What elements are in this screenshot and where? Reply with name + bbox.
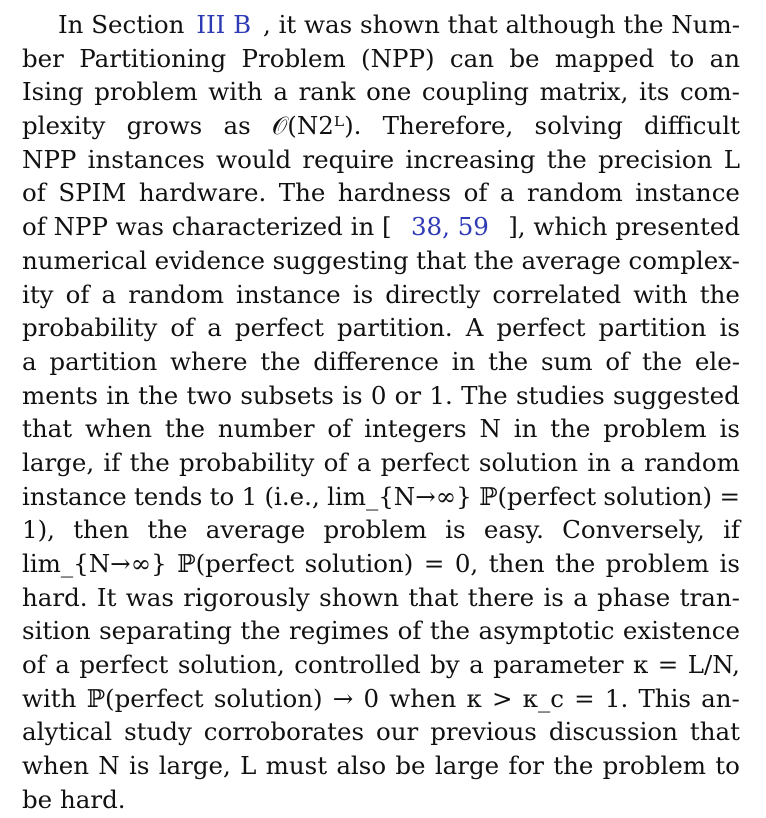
line-7-before: of NPP was characterized in [ <box>22 212 392 242</box>
word: then <box>73 515 130 545</box>
word: perfect <box>380 447 470 477</box>
text-line-5 <box>22 143 740 177</box>
word: suggested <box>613 380 740 410</box>
word: is <box>352 279 374 309</box>
word: ℙ(perfect <box>479 481 597 511</box>
word: instances <box>87 144 205 174</box>
word: 1. <box>429 380 453 410</box>
word: ments <box>22 380 98 410</box>
word: directly <box>385 279 481 309</box>
word: κ_c <box>522 683 564 713</box>
word: separating <box>99 616 232 646</box>
word: tends <box>133 481 203 511</box>
word: sum <box>540 346 593 376</box>
word: solution) <box>213 683 323 713</box>
word: where <box>170 346 248 376</box>
word: then <box>488 549 545 578</box>
text-line-14 <box>22 446 740 480</box>
word: of <box>22 650 46 680</box>
line-1-after: , it was shown that although the Num- <box>263 10 740 39</box>
word: Problem <box>241 43 346 73</box>
word: its <box>639 77 670 107</box>
word: the <box>260 346 301 376</box>
word: studies <box>515 380 605 410</box>
word: tran- <box>679 582 740 612</box>
word: the <box>147 515 188 545</box>
text-line-4 <box>22 109 740 143</box>
word: instance <box>22 481 127 511</box>
word: 0 <box>363 683 380 713</box>
text-line-16 <box>22 513 740 547</box>
word: one <box>366 77 412 107</box>
word: in <box>106 380 130 410</box>
word: that <box>416 245 467 275</box>
word: the <box>138 380 179 410</box>
word: κ <box>633 650 649 680</box>
word: hardware. <box>138 178 267 208</box>
word: the <box>473 245 514 275</box>
word: of <box>170 313 195 343</box>
word: Conversely, <box>562 515 705 545</box>
word: NPP <box>22 144 77 174</box>
word: Partitioning <box>79 43 227 73</box>
word: the <box>488 346 529 376</box>
text-line-9 <box>22 278 740 312</box>
word: = <box>719 481 740 511</box>
word: if <box>103 447 121 477</box>
word: = <box>574 683 595 713</box>
word: lim_{N→∞} <box>22 549 167 578</box>
word: It <box>96 582 117 612</box>
word: increasing <box>405 144 536 174</box>
word: a <box>55 650 70 680</box>
word: the <box>550 414 591 444</box>
text-line-1 <box>22 8 740 42</box>
word: an <box>709 43 740 73</box>
text-line-6 <box>22 176 740 210</box>
word: lim_{N→∞} <box>327 481 472 511</box>
word: was <box>125 582 174 612</box>
word: the <box>699 279 740 309</box>
word: is <box>342 380 363 410</box>
word: phase <box>597 582 671 612</box>
word: ber <box>22 43 64 73</box>
word: partition. <box>336 313 453 343</box>
word: sition <box>22 616 91 646</box>
word: ity <box>22 279 54 309</box>
word: A <box>465 313 484 343</box>
word: perfect <box>496 313 586 343</box>
word: there <box>467 582 535 612</box>
text-line-15 <box>22 480 740 514</box>
word: an- <box>701 683 740 713</box>
word: is <box>129 751 150 781</box>
text-line-21 <box>22 682 740 716</box>
word: for <box>508 751 544 781</box>
word: is <box>719 414 740 444</box>
word: the <box>546 144 587 174</box>
word: a <box>573 582 588 612</box>
word: a <box>469 650 484 680</box>
word: → <box>332 683 354 713</box>
word: shown <box>319 582 399 612</box>
word: of <box>327 414 352 444</box>
word: The <box>278 178 326 208</box>
text-line-24: be hard. <box>22 784 126 814</box>
word: probability <box>179 447 315 477</box>
text-line-12 <box>22 379 740 413</box>
word: with <box>633 279 688 309</box>
word: Ising <box>22 77 84 107</box>
word: precision <box>598 144 713 174</box>
word: evidence <box>154 245 265 275</box>
word: problem <box>94 77 198 107</box>
word: must <box>265 751 328 781</box>
citation-link[interactable]: 38, 59 <box>410 212 489 242</box>
word: easy. <box>483 515 544 545</box>
word: a <box>356 447 372 477</box>
word: also <box>336 751 387 781</box>
word: mapped <box>554 43 655 73</box>
word: suggesting <box>272 245 409 275</box>
word: 0 <box>370 380 387 410</box>
text-line-8 <box>22 244 740 278</box>
word: 1. <box>604 683 629 713</box>
word: of <box>463 178 488 208</box>
word: of <box>323 447 348 477</box>
word: in <box>451 346 476 376</box>
word: discussion <box>548 717 678 747</box>
word: is <box>445 515 466 545</box>
word: corroborates <box>203 717 365 747</box>
word: asymptotic <box>478 616 615 646</box>
word: alytical <box>22 717 113 747</box>
word: hardness <box>337 178 452 208</box>
word: ℙ(perfect <box>86 683 204 713</box>
word: partition <box>598 313 707 343</box>
word: perfect <box>79 650 169 680</box>
word: 1), <box>22 515 55 545</box>
line-7-after: ], which presented <box>508 212 740 242</box>
word: random <box>128 279 224 309</box>
paper-paragraph <box>22 8 740 817</box>
word: the <box>164 414 205 444</box>
word: large, <box>22 447 95 477</box>
word: hard. <box>22 582 88 612</box>
word: integers <box>364 414 467 444</box>
word: plexity <box>22 111 106 141</box>
word: solution <box>478 447 579 477</box>
word: of <box>22 178 46 208</box>
word: a <box>207 313 222 343</box>
word: N <box>98 751 120 781</box>
word: solving <box>534 111 623 141</box>
word: > <box>491 683 513 713</box>
text-line-10 <box>22 311 740 345</box>
word: in <box>587 447 611 477</box>
word: L <box>723 144 740 174</box>
word: when <box>22 751 90 781</box>
word: can <box>449 43 495 73</box>
word: number <box>217 414 315 444</box>
word: solution, <box>177 650 285 680</box>
word: as <box>223 111 251 141</box>
text-line-20 <box>22 648 740 682</box>
word: would <box>216 144 292 174</box>
word: = <box>423 549 445 578</box>
word: two <box>186 380 233 410</box>
word: the <box>553 751 594 781</box>
word: with <box>22 683 77 713</box>
word: numerical <box>22 245 148 275</box>
word: random <box>644 447 740 477</box>
text-line-2 <box>22 42 740 76</box>
word: grows <box>126 111 203 141</box>
word: is <box>719 549 740 578</box>
text-line-11 <box>22 345 740 379</box>
word: 1 <box>241 481 258 511</box>
word: when <box>84 414 152 444</box>
word: perfect <box>234 313 324 343</box>
text-line-18 <box>22 581 740 615</box>
word: our <box>376 717 419 747</box>
word: of <box>65 279 90 309</box>
word: the <box>429 616 470 646</box>
text-line-17 <box>22 547 740 581</box>
word: a <box>101 279 117 309</box>
word: rigorously <box>183 582 310 612</box>
word: difference <box>313 346 439 376</box>
text-line-7 <box>22 210 740 244</box>
word: a <box>273 77 288 107</box>
word: coupling <box>421 77 529 107</box>
word: problem <box>603 414 707 444</box>
word: probability <box>22 313 158 343</box>
word: (i.e., <box>264 481 320 511</box>
word: by <box>430 650 460 680</box>
word: controlled <box>294 650 421 680</box>
text-line-22 <box>22 715 740 749</box>
word: average <box>521 245 621 275</box>
word: in <box>513 414 538 444</box>
word: regimes <box>289 616 390 646</box>
word: (NPP) <box>361 43 435 73</box>
word: require <box>302 144 395 174</box>
word: SPIM <box>58 178 127 208</box>
word: correlated <box>492 279 622 309</box>
word: of <box>605 346 630 376</box>
word: is <box>543 582 564 612</box>
word: difficult <box>644 111 740 141</box>
text-line-3 <box>22 75 740 109</box>
word: a <box>499 178 515 208</box>
word: problem <box>605 549 710 578</box>
word: parameter <box>493 650 624 680</box>
word: if <box>723 515 740 545</box>
word: existence <box>622 616 740 646</box>
word: solution) <box>603 481 713 511</box>
word: to <box>715 751 740 781</box>
word: matrix, <box>539 77 629 107</box>
word: the <box>129 447 170 477</box>
word: Therefore, <box>382 111 514 141</box>
section-reference-link[interactable]: III B <box>196 10 252 39</box>
word: rank <box>298 77 356 107</box>
word: partition <box>49 346 158 376</box>
text-line-13 <box>22 412 740 446</box>
word: This <box>638 683 691 713</box>
word: when <box>389 683 457 713</box>
word: is <box>719 313 740 343</box>
word: large <box>434 751 500 781</box>
word: large, <box>158 751 231 781</box>
word: to <box>209 481 235 511</box>
word: ele- <box>694 346 740 376</box>
word: the <box>240 616 281 646</box>
word: of <box>397 616 422 646</box>
word: a <box>22 346 37 376</box>
word: or <box>394 380 422 410</box>
word: random <box>527 178 623 208</box>
word: that <box>408 582 459 612</box>
text-line-19 <box>22 614 740 648</box>
word: L/N, <box>687 650 740 680</box>
word: with <box>208 77 263 107</box>
word: to <box>669 43 695 73</box>
word: problem <box>602 751 707 781</box>
word: = <box>657 650 679 680</box>
word: ℙ(perfect <box>177 549 295 578</box>
word: solution) <box>304 549 414 578</box>
word: previous <box>430 717 537 747</box>
word: instance <box>635 178 740 208</box>
word: study <box>124 717 192 747</box>
word: 0, <box>454 549 479 578</box>
word: subsets <box>240 380 334 410</box>
word: that <box>689 717 740 747</box>
word: complex- <box>628 245 740 275</box>
line-1-before: In Section <box>58 10 185 39</box>
text-line-23 <box>22 749 740 783</box>
word: be <box>395 751 426 781</box>
word: 𝒪(N2ᴸ). <box>271 111 362 141</box>
word: The <box>461 380 508 410</box>
word: be <box>509 43 540 73</box>
word: a <box>620 447 635 477</box>
word: problem <box>323 515 427 545</box>
word: N <box>479 414 501 444</box>
word: the <box>555 549 596 578</box>
word: com- <box>679 77 740 107</box>
word: that <box>22 414 73 444</box>
word: instance <box>236 279 341 309</box>
word: average <box>205 515 306 545</box>
word: the <box>641 346 683 376</box>
word: κ <box>466 683 482 713</box>
word: L <box>240 751 257 781</box>
